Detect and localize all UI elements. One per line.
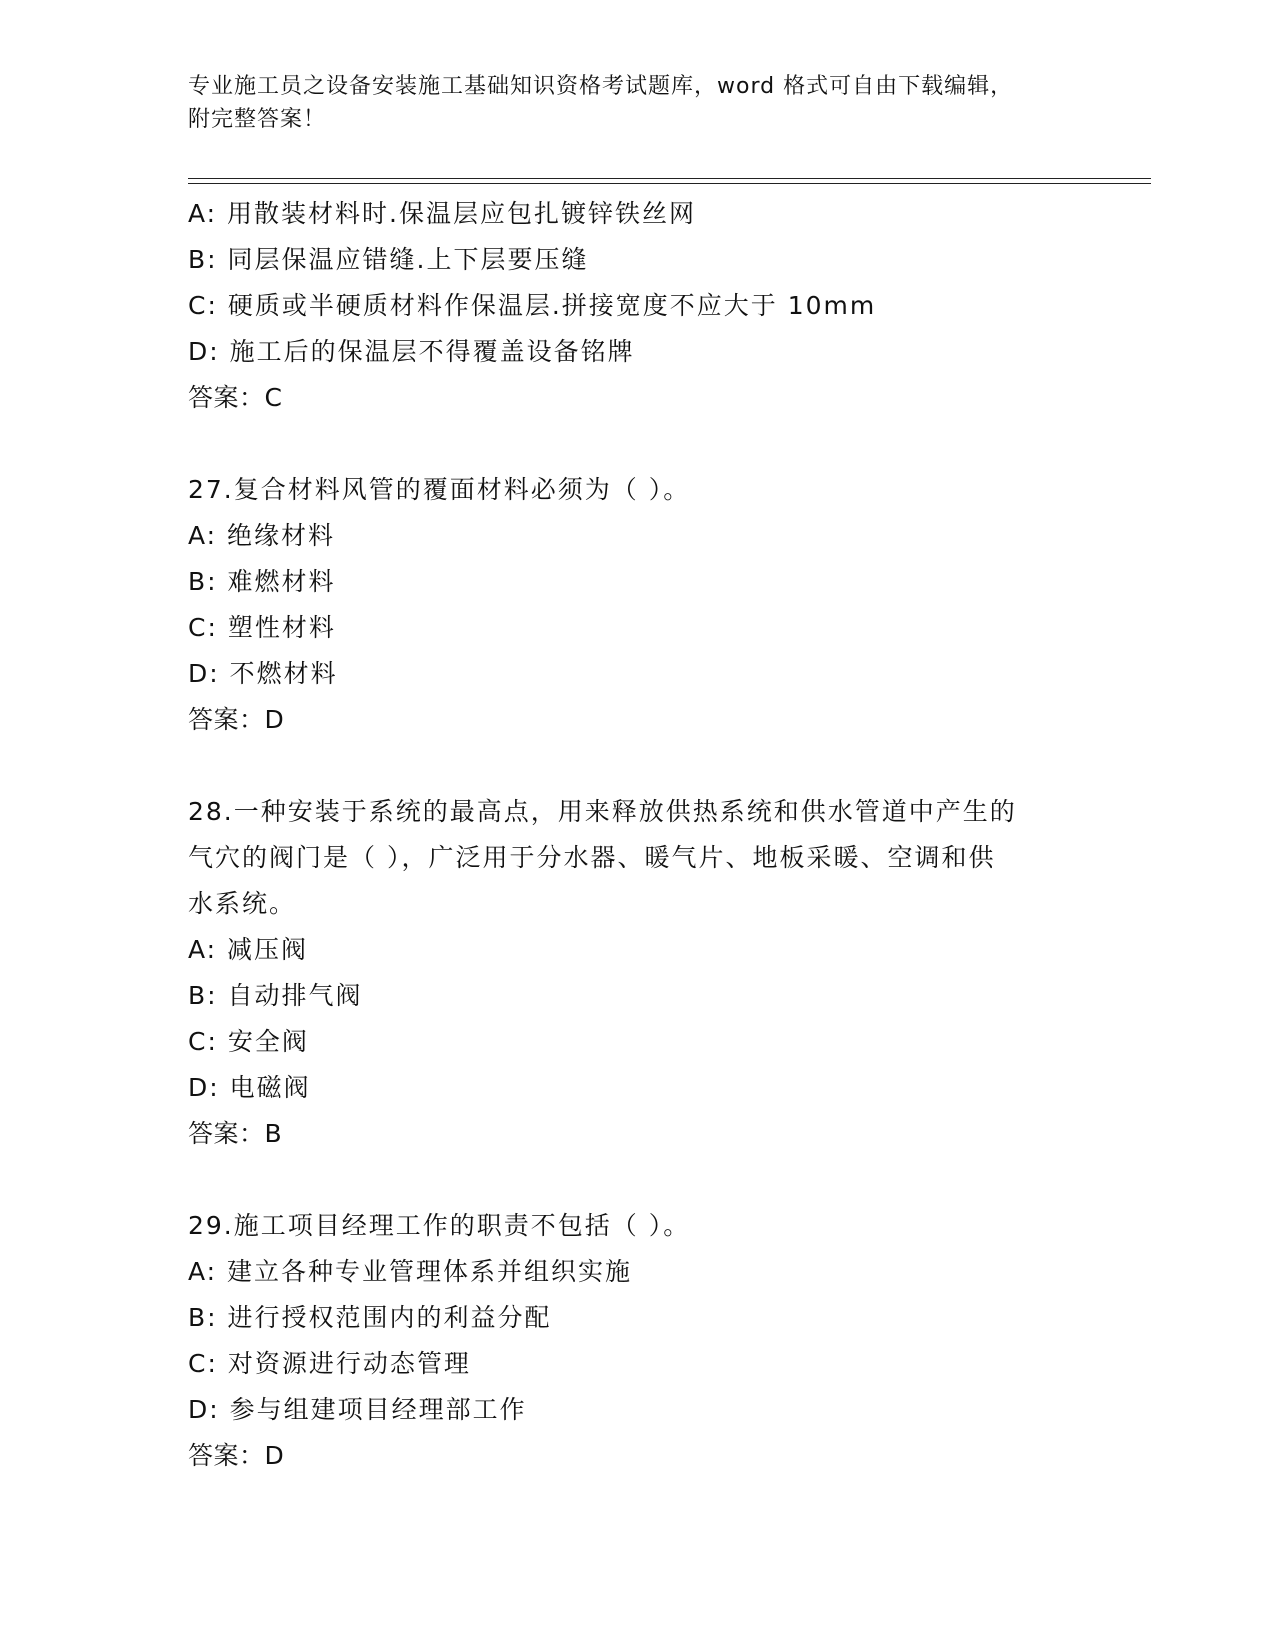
question-26 <box>188 191 1088 421</box>
option-d: D: 参与组建项目经理部工作 <box>188 1395 527 1424</box>
question-28 <box>188 789 1088 1157</box>
spacer <box>188 743 1088 789</box>
question-stem: 27.复合材料风管的覆面材料必须为（ ）。 <box>188 475 691 504</box>
question-stem-line-1: 28.一种安装于系统的最高点，用来释放供热系统和供水管道中产生的 <box>188 797 1017 826</box>
option-b: B: 难燃材料 <box>188 567 336 596</box>
option-c: C: 对资源进行动态管理 <box>188 1349 471 1378</box>
option-d: D: 电磁阀 <box>188 1073 311 1102</box>
spacer <box>188 421 1088 467</box>
header-divider-bottom <box>188 183 1151 184</box>
option-c: C: 硬质或半硬质材料作保温层.拼接宽度不应大于 10mm <box>188 291 877 320</box>
question-stem-line-3: 水系统。 <box>188 889 297 918</box>
header-divider-top <box>188 178 1151 179</box>
question-stem-line-2: 气穴的阀门是（ ），广泛用于分水器、暖气片、地板采暖、空调和供 <box>188 843 996 872</box>
option-a: A: 用散装材料时.保温层应包扎镀锌铁丝网 <box>188 199 696 228</box>
option-b: B: 同层保温应错缝.上下层要压缝 <box>188 245 589 274</box>
option-c: C: 安全阀 <box>188 1027 309 1056</box>
option-c: C: 塑性材料 <box>188 613 336 642</box>
option-a: A: 减压阀 <box>188 935 309 964</box>
option-d: D: 不燃材料 <box>188 659 338 688</box>
option-d: D: 施工后的保温层不得覆盖设备铭牌 <box>188 337 635 366</box>
answer: 答案：D <box>188 705 285 734</box>
answer: 答案：B <box>188 1119 283 1148</box>
option-a: A: 绝缘材料 <box>188 521 336 550</box>
answer: 答案：C <box>188 383 283 412</box>
header-line-2: 附完整答案！ <box>188 107 327 132</box>
header-line-1: 专业施工员之设备安装施工基础知识资格考试题库，word 格式可自由下载编辑， <box>188 74 1014 99</box>
question-stem: 29.施工项目经理工作的职责不包括（ ）。 <box>188 1211 691 1240</box>
option-b: B: 进行授权范围内的利益分配 <box>188 1303 552 1332</box>
question-list <box>188 191 1088 1479</box>
option-a: A: 建立各种专业管理体系并组织实施 <box>188 1257 633 1286</box>
answer: 答案：D <box>188 1441 285 1470</box>
question-stem <box>188 789 1088 927</box>
spacer <box>188 1157 1088 1203</box>
question-27 <box>188 467 1088 743</box>
document-header <box>188 70 1088 136</box>
question-29 <box>188 1203 1088 1479</box>
option-b: B: 自动排气阀 <box>188 981 363 1010</box>
